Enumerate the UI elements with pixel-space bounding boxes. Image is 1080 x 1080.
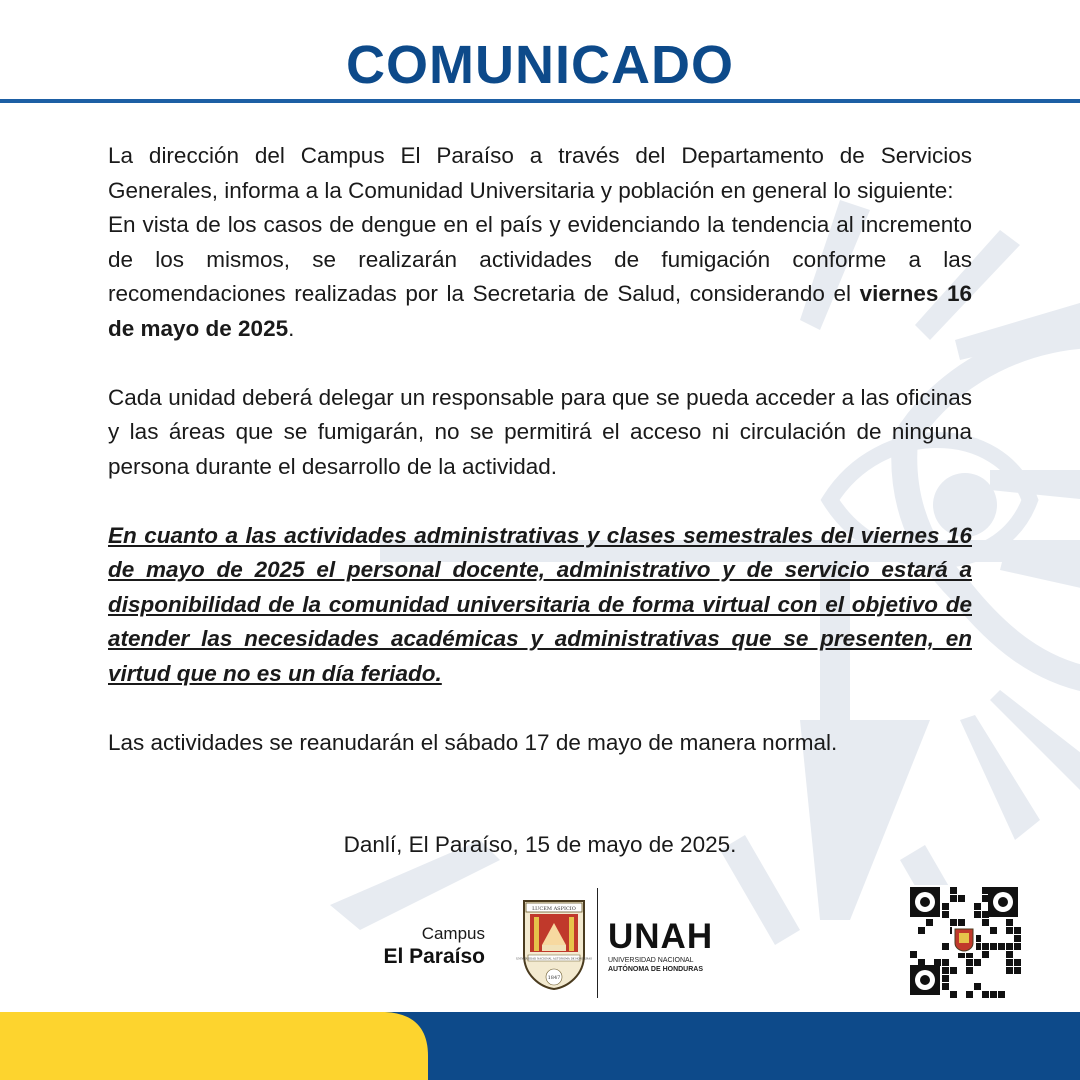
- unah-logo-name: UNAH: [608, 917, 714, 956]
- campus-logo-top: Campus: [421, 924, 485, 943]
- communique-body: [108, 139, 972, 760]
- paragraph-intro: La dirección del Campus El Paraíso a través del Departamento de Servicios Generales, informa a la Comunidad Universitaria y población en general lo siguiente:: [108, 143, 972, 203]
- seal-motto: LUCEM ASPICIO: [532, 906, 576, 912]
- seal-year: 1847: [547, 975, 561, 981]
- page-title: COMUNICADO: [346, 35, 734, 95]
- paragraph-dengue: [108, 208, 972, 346]
- unah-logo: [608, 918, 738, 974]
- logo-divider: [597, 888, 598, 998]
- date-location: Danlí, El Paraíso, 15 de mayo de 2025.: [343, 832, 737, 857]
- paragraph-dengue-end: .: [288, 315, 295, 341]
- paragraph-resume: Las actividades se reanudarán el sábado 17 de mayo de manera normal.: [108, 729, 838, 755]
- paragraph-virtual-notice: En cuanto a las actividades administrativas y clases semestrales del viernes 16 de mayo de 2025 el personal docente, administrativo y de servicio estará a disponibilidad de la comunidad universitaria de forma virtual con el objetivo de atender las necesidades académicas y administrativas que se presenten, en virtud que no es un día feriado.: [108, 522, 972, 686]
- title-divider: [0, 99, 1080, 103]
- university-seal-icon: [516, 895, 592, 991]
- paragraph-delegate: Cada unidad deberá delegar un responsable para que se pueda acceder a las oficinas y las áreas que se fumigarán, no se permitirá el acceso ni circulación de ninguna persona durante el desarrollo de la actividad.: [108, 384, 972, 479]
- fumigation-date: viernes 16 de mayo de 2025: [108, 281, 972, 341]
- qr-code-icon: [908, 885, 1020, 997]
- unah-logo-subtitle-2: AUTÓNOMA DE HONDURAS: [608, 966, 704, 973]
- footer-yellow-band: [0, 1012, 428, 1080]
- seal-banner: UNIVERSIDAD NACIONAL AUTÓNOMA DE HONDURAS: [516, 957, 592, 961]
- campus-logo-name: El Paraíso: [383, 945, 485, 968]
- campus-logo: [340, 924, 485, 970]
- unah-logo-subtitle-1: UNIVERSIDAD NACIONAL: [608, 957, 694, 964]
- paragraph-dengue-text: En vista de los casos de dengue en el país y evidenciando la tendencia al incremento de los mismos, se realizarán actividades de fumigación conforme a las recomendaciones realizadas por la Secretaria de Salud, considerando el: [108, 212, 972, 306]
- footer-band: [0, 1012, 1080, 1080]
